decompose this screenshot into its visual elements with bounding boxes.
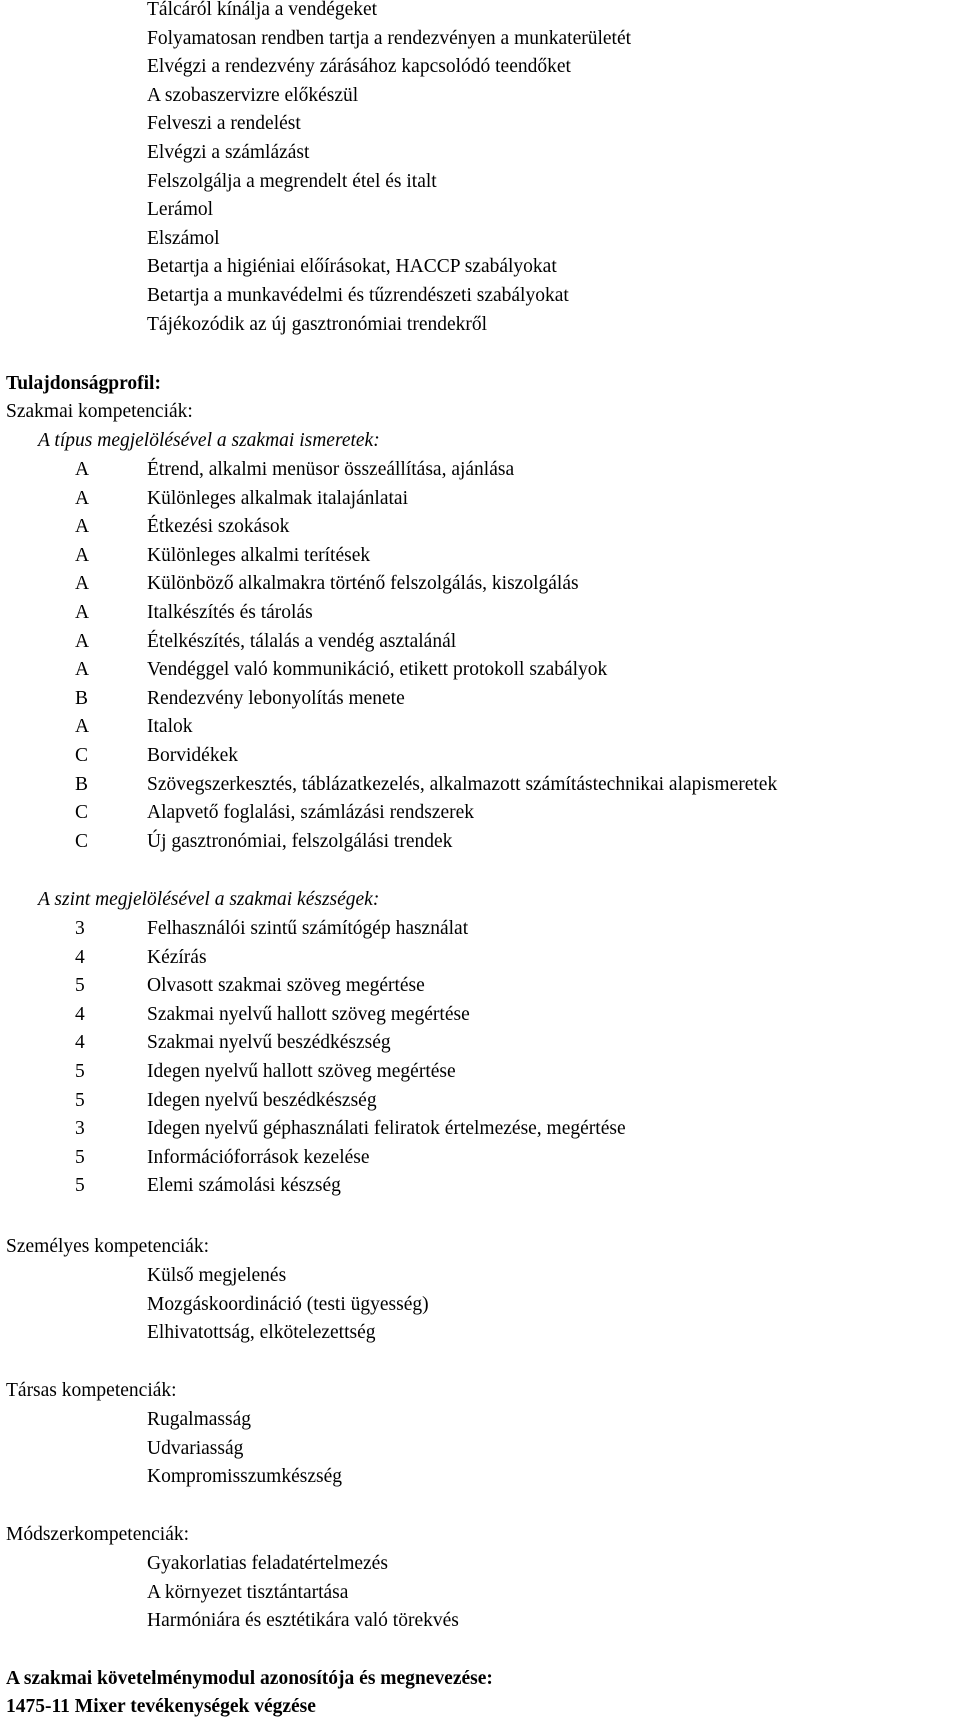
task-item: Tájékozódik az új gasztronómiai trendekről bbox=[147, 313, 488, 335]
knowledge-type-code: A bbox=[75, 602, 90, 623]
personal-competency-item: Elhivatottság, elkötelezettség bbox=[147, 1322, 376, 1344]
social-competencies-heading: Társas kompetenciák: bbox=[6, 1380, 177, 1401]
method-competencies-heading: Módszerkompetenciák: bbox=[6, 1524, 190, 1545]
skill-item: Információforrások kezelése bbox=[147, 1146, 370, 1168]
knowledge-item: Rendezvény lebonyolítás menete bbox=[147, 687, 405, 709]
knowledge-type-code: C bbox=[75, 802, 89, 824]
social-competency-item: Udvariasság bbox=[147, 1437, 244, 1459]
knowledge-type-code: A bbox=[75, 630, 90, 652]
knowledge-item: Étkezési szokások bbox=[147, 516, 290, 538]
knowledge-type-code: A bbox=[75, 487, 90, 509]
skill-level-code: 5 bbox=[75, 1089, 85, 1111]
knowledge-item: Étrend, alkalmi menüsor összeállítása, ajánlása bbox=[147, 459, 515, 480]
skill-item: Idegen nyelvű beszédkészség bbox=[147, 1089, 377, 1111]
method-competency-item: A környezet tisztántartása bbox=[147, 1581, 349, 1603]
skill-level-code: 5 bbox=[75, 1146, 85, 1168]
knowledge-type-code: B bbox=[75, 773, 89, 795]
knowledge-item: Különböző alkalmakra történő felszolgálás, kiszolgálás bbox=[147, 573, 579, 595]
task-item: Elszámol bbox=[147, 227, 220, 249]
skill-item: Olvasott szakmai szöveg megértése bbox=[147, 975, 425, 997]
task-item: Lerámol bbox=[147, 199, 214, 221]
task-item: Elvégzi a számlázást bbox=[147, 142, 310, 163]
skill-level-code: 4 bbox=[75, 946, 85, 968]
knowledge-item: Vendéggel való kommunikáció, etikett protokoll szabályok bbox=[147, 659, 608, 681]
personal-competency-item: Mozgáskoordináció (testi ügyesség) bbox=[147, 1293, 429, 1315]
skill-item: Idegen nyelvű géphasználati feliratok értelmezése, megértése bbox=[147, 1118, 626, 1140]
personal-competencies-heading: Személyes kompetenciák: bbox=[6, 1236, 210, 1257]
module-heading: A szakmai követelménymodul azonosítója és megnevezése: bbox=[6, 1668, 493, 1689]
knowledge-item: Borvidékek bbox=[147, 745, 238, 766]
knowledge-item: Új gasztronómiai, felszolgálási trendek bbox=[147, 830, 453, 852]
professional-competencies-heading: Szakmai kompetenciák: bbox=[6, 401, 193, 422]
skill-level-code: 4 bbox=[75, 1003, 85, 1025]
knowledge-item: Különleges alkalmi terítések bbox=[147, 544, 371, 566]
knowledge-type-code: A bbox=[75, 659, 90, 681]
skill-level-code: 5 bbox=[75, 1061, 85, 1082]
knowledge-type-code: B bbox=[75, 687, 89, 709]
knowledge-heading: A típus megjelölésével a szakmai ismeretek: bbox=[38, 430, 380, 451]
knowledge-item: Italkészítés és tárolás bbox=[147, 602, 313, 623]
knowledge-type-code: A bbox=[75, 544, 90, 566]
skill-item: Felhasználói szintű számítógép használat bbox=[147, 918, 469, 939]
knowledge-type-code: C bbox=[75, 830, 89, 852]
skill-level-code: 5 bbox=[75, 975, 85, 997]
knowledge-type-code: A bbox=[75, 716, 90, 738]
task-item: Felveszi a rendelést bbox=[147, 113, 301, 135]
skill-level-code: 4 bbox=[75, 1032, 85, 1054]
task-item: A szobaszervizre előkészül bbox=[147, 84, 359, 106]
skill-item: Kézírás bbox=[147, 946, 207, 968]
social-competency-item: Rugalmasság bbox=[147, 1409, 251, 1430]
method-competency-item: Harmóniára és esztétikára való törekvés bbox=[147, 1610, 459, 1632]
knowledge-item: Alapvető foglalási, számlázási rendszerek bbox=[147, 802, 475, 824]
social-competency-item: Kompromisszumkészség bbox=[147, 1466, 342, 1488]
skills-heading: A szint megjelölésével a szakmai készségek: bbox=[38, 889, 380, 910]
knowledge-type-code: A bbox=[75, 573, 90, 595]
skill-level-code: 3 bbox=[75, 918, 85, 939]
knowledge-item: Ételkészítés, tálalás a vendég asztalánál bbox=[147, 630, 457, 652]
knowledge-item: Italok bbox=[147, 716, 193, 738]
knowledge-item: Szövegszerkesztés, táblázatkezelés, alkalmazott számítástechnikai alapismeretek bbox=[147, 773, 778, 795]
personal-competency-item: Külső megjelenés bbox=[147, 1265, 287, 1286]
knowledge-item: Különleges alkalmak italajánlatai bbox=[147, 487, 408, 509]
task-item: Elvégzi a rendezvény zárásához kapcsolódó teendőket bbox=[147, 56, 571, 78]
task-item: Tálcáról kínálja a vendégeket bbox=[147, 0, 378, 20]
module-id: 1475-11 Mixer tevékenységek végzése bbox=[6, 1696, 316, 1717]
skill-item: Szakmai nyelvű hallott szöveg megértése bbox=[147, 1003, 470, 1025]
task-item: Betartja a higiéniai előírásokat, HACCP szabályokat bbox=[147, 256, 557, 278]
knowledge-type-code: A bbox=[75, 459, 90, 480]
task-item: Felszolgálja a megrendelt étel és italt bbox=[147, 170, 437, 192]
skill-item: Idegen nyelvű hallott szöveg megértése bbox=[147, 1061, 456, 1082]
skill-item: Elemi számolási készség bbox=[147, 1175, 341, 1197]
skill-item: Szakmai nyelvű beszédkészség bbox=[147, 1032, 391, 1054]
skill-level-code: 3 bbox=[75, 1118, 85, 1140]
task-item: Betartja a munkavédelmi és tűzrendészeti szabályokat bbox=[147, 285, 569, 306]
task-item: Folyamatosan rendben tartja a rendezvényen a munkaterületét bbox=[147, 27, 632, 49]
knowledge-type-code: C bbox=[75, 745, 89, 766]
profile-heading: Tulajdonságprofil: bbox=[6, 373, 161, 394]
skill-level-code: 5 bbox=[75, 1175, 85, 1197]
method-competency-item: Gyakorlatias feladatértelmezés bbox=[147, 1553, 388, 1574]
knowledge-type-code: A bbox=[75, 516, 90, 538]
